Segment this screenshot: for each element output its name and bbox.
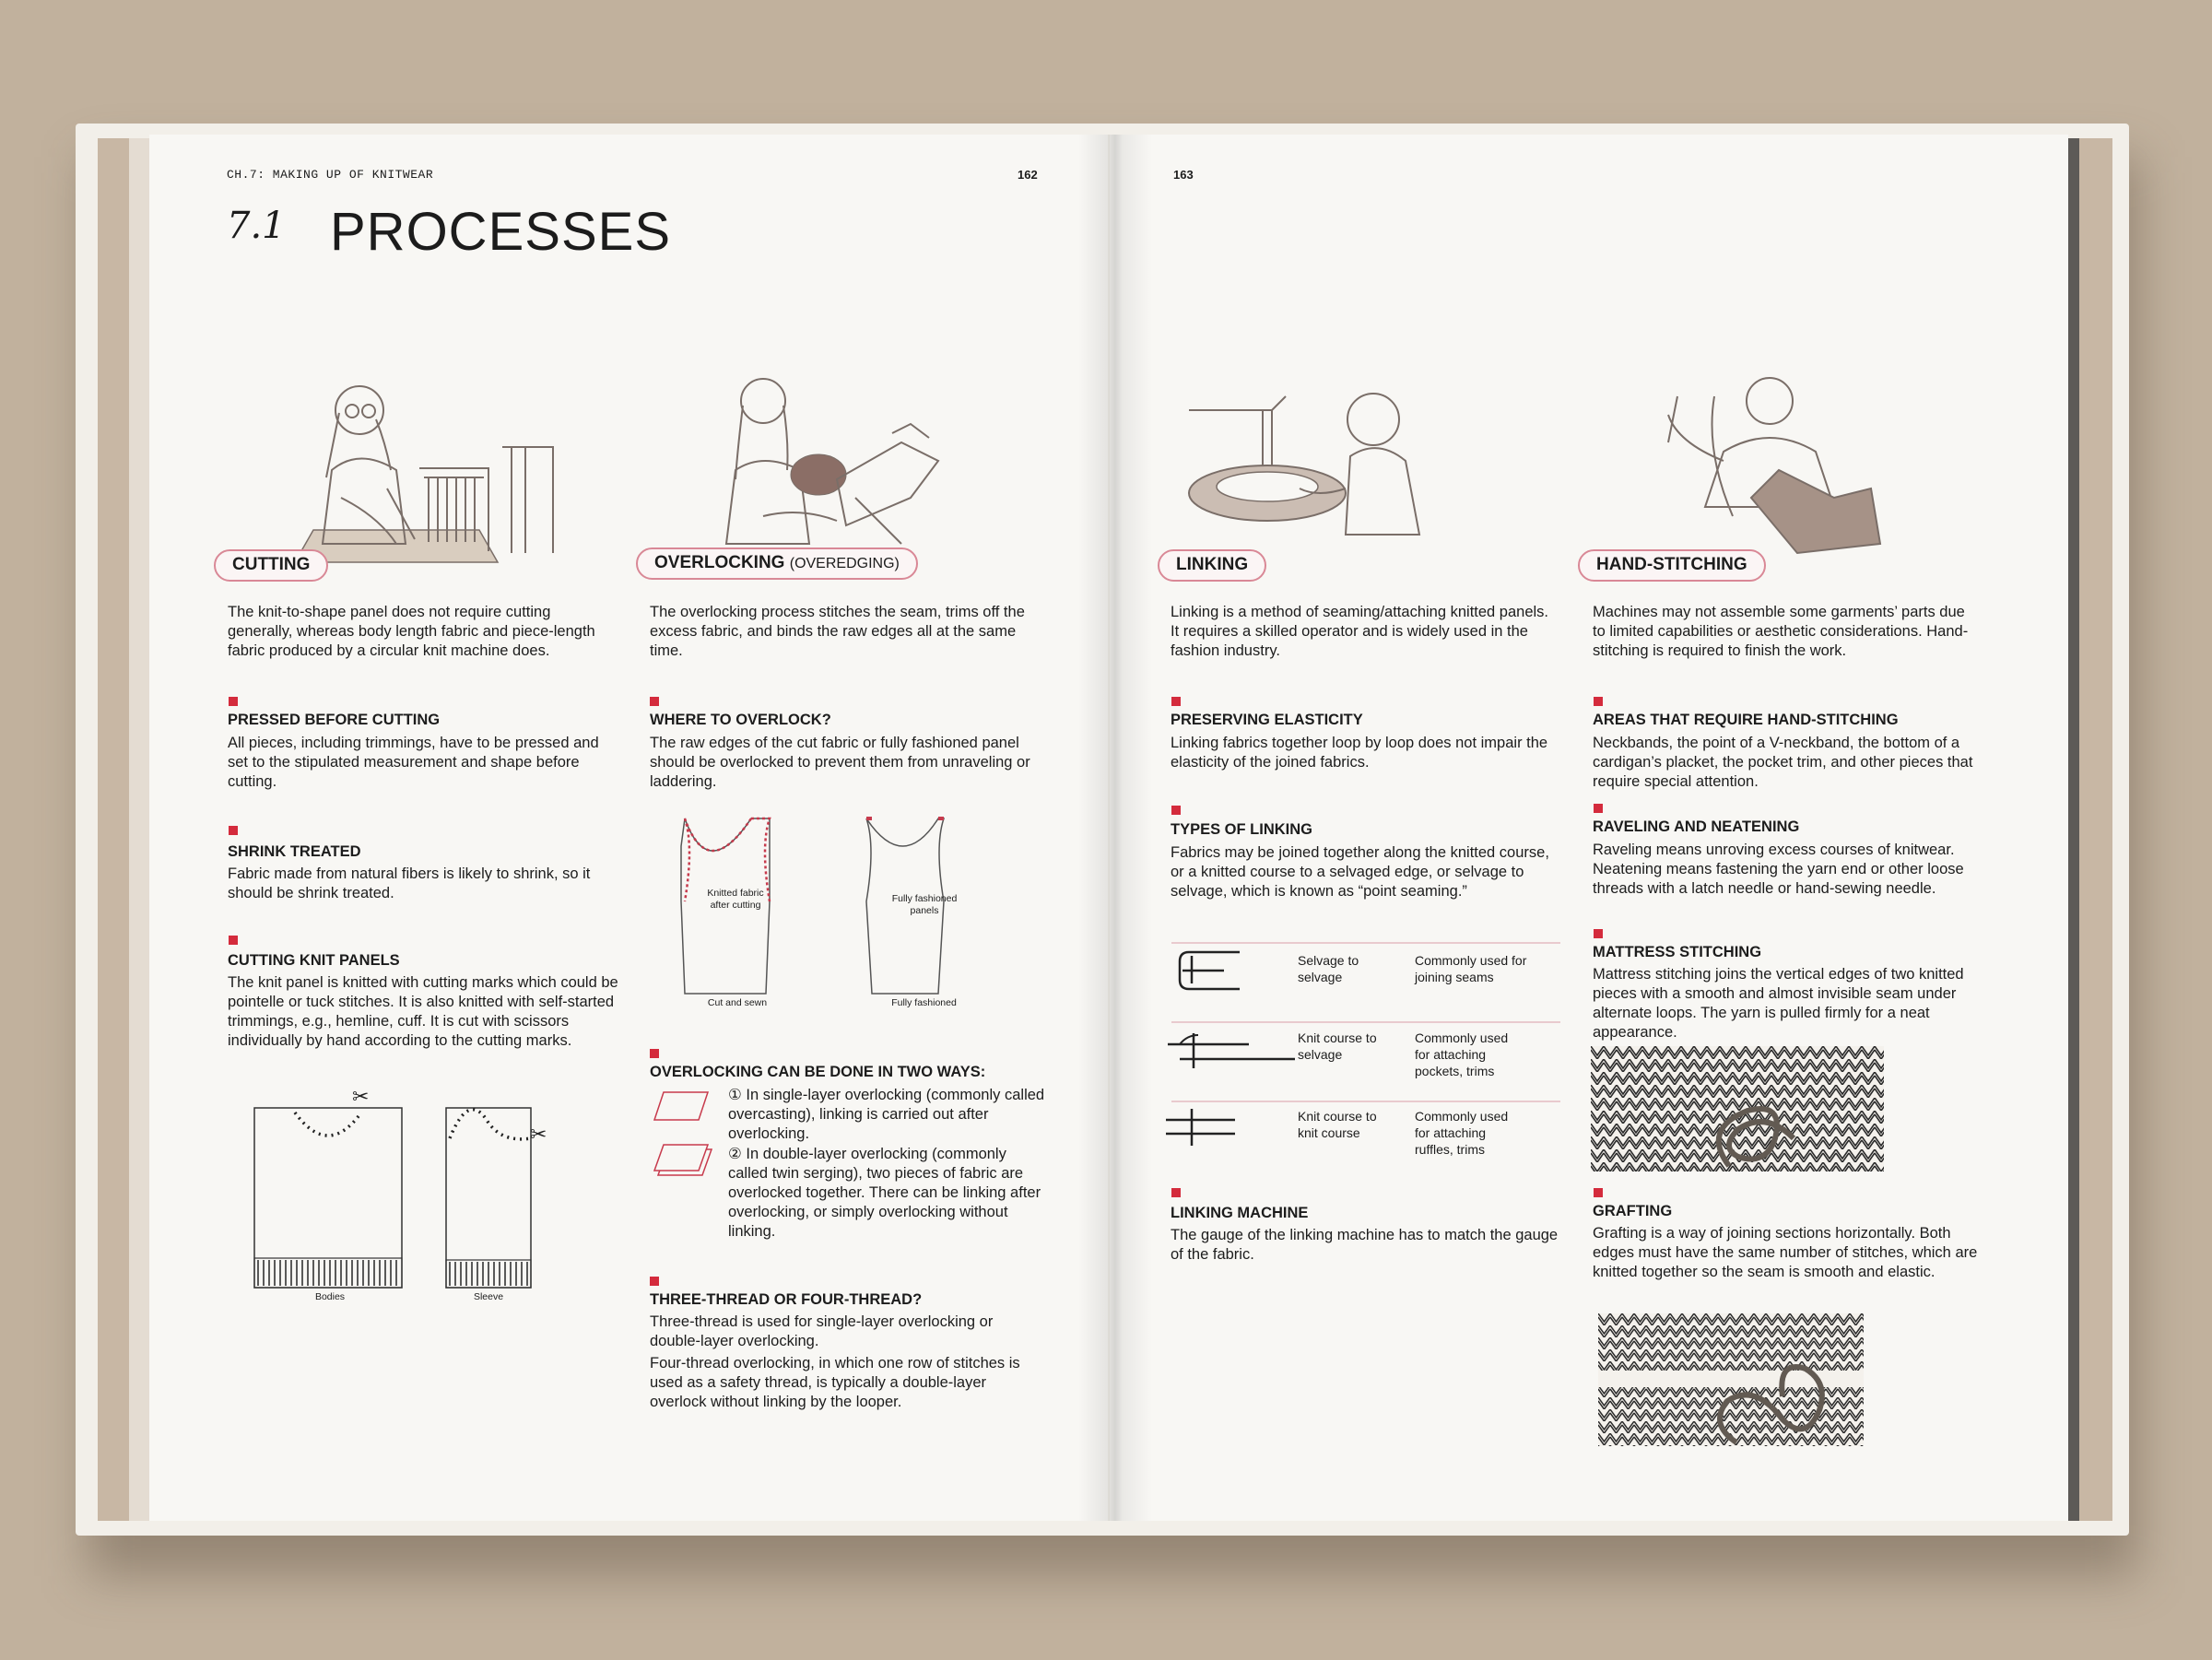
fig-bodies-caption: Bodies — [314, 1291, 346, 1302]
cutting-diagram — [249, 1083, 562, 1300]
page-number-left: 162 — [1018, 168, 1038, 182]
bullet-square — [1171, 806, 1181, 815]
svg-text:✂: ✂ — [530, 1124, 547, 1147]
linking-type-1: Selvage to selvage — [1298, 953, 1359, 984]
book-gutter — [1078, 135, 1152, 1521]
overlocking-intro: The overlocking process stitches the seam, trims off the excess fabric, and binds the raw edges all at the same time. — [650, 604, 1025, 659]
page-edges-left-inner — [129, 138, 149, 1521]
linking-heading-3: LINKING MACHINE — [1171, 1205, 1309, 1221]
page-number-right: 163 — [1173, 168, 1194, 182]
linking-text-2: Fabrics may be joined together along the knitted course, or a knitted course to a selvaged edge, or selvage to selvage, which is known as “point seaming.” — [1171, 844, 1549, 900]
mattress-stitch-illustration — [1591, 1046, 1886, 1173]
fig-knitted-fabric-label: Knitted fabric after cutting — [707, 888, 764, 911]
bullet-square — [650, 1277, 659, 1286]
overlocking-text-3a: Three-thread is used for single-layer overlocking or double-layer overlocking. — [650, 1313, 994, 1349]
cutting-illustration — [286, 378, 516, 571]
linking-text-3: The gauge of the linking machine has to match the gauge of the fabric. — [1171, 1227, 1559, 1263]
bullet-square — [229, 697, 238, 706]
section-title: PROCESSES — [330, 202, 671, 262]
linking-type-3: Knit course to knit course — [1298, 1109, 1377, 1140]
linking-type-2: Knit course to selvage — [1298, 1030, 1377, 1062]
svg-text:✂: ✂ — [352, 1086, 370, 1109]
cutting-text-2: Fabric made from natural fibers is likely to shrink, so it should be shrink treated. — [228, 865, 591, 901]
overlocking-way-2: ② In double-layer overlocking (commonly called twin serging), two pieces of fabric are overlocked together. There can be linking after overlocking, or simply overlocking without linking. — [728, 1146, 1041, 1240]
layer-icons — [654, 1089, 710, 1191]
fig-cut-sewn-caption: Cut and sewn — [707, 997, 768, 1008]
bullet-square — [650, 697, 659, 706]
cutting-heading-2: SHRINK TREATED — [228, 843, 361, 860]
bullet-square — [1171, 697, 1181, 706]
bullet-square — [1594, 697, 1603, 706]
overlocking-heading-3: THREE-THREAD OR FOUR-THREAD? — [650, 1291, 923, 1308]
overlocking-label-main: OVERLOCKING — [654, 553, 785, 572]
linking-illustration — [1180, 369, 1419, 553]
bullet-square — [1594, 1188, 1603, 1197]
hand-heading-3: MATTRESS STITCHING — [1593, 944, 1762, 960]
hand-text-1: Neckbands, the point of a V-neckband, the bottom of a cardigan’s placket, the pocket trim, and other pieces that require special attention. — [1593, 735, 1973, 790]
chapter-header: CH.7: MAKING UP OF KNITWEAR — [227, 168, 434, 182]
bullet-square — [1171, 1188, 1181, 1197]
linking-use-3: Commonly used for attaching ruffles, trims — [1415, 1109, 1509, 1157]
cutting-heading-1: PRESSED BEFORE CUTTING — [228, 712, 441, 728]
bullet-square — [229, 826, 238, 835]
overlocking-label-sub: (OVEREDGING) — [789, 556, 900, 571]
bullet-square — [229, 936, 238, 945]
hand-text-2: Raveling means unroving excess courses of knitwear. Neatening means fastening the yarn end or other loose threads with a latch needle or hand-sewing needle. — [1593, 842, 1964, 897]
cutting-heading-3: CUTTING KNIT PANELS — [228, 952, 400, 969]
overlocking-way-1: ① In single-layer overlocking (commonly called overcasting), linking is carried out after overlocking. — [728, 1087, 1045, 1142]
cutting-text-1: All pieces, including trimmings, have to be pressed and set to the stipulated measurement and shape before cutting. — [228, 735, 599, 790]
bullet-square — [1594, 929, 1603, 938]
bullet-square — [1594, 804, 1603, 813]
hand-heading-2: RAVELING AND NEATENING — [1593, 818, 1800, 835]
linking-intro: Linking is a method of seaming/attaching knitted panels. It requires a skilled operator and is widely used in the fashion industry. — [1171, 604, 1549, 659]
hand-stitching-illustration — [1650, 369, 1899, 571]
linking-heading-2: TYPES OF LINKING — [1171, 821, 1313, 838]
hand-heading-4: GRAFTING — [1593, 1203, 1673, 1219]
hand-intro: Machines may not assemble some garments’ parts due to limited capabilities or aesthetic considerations. Hand-stitching is required to finish the work. — [1593, 604, 1969, 659]
linking-heading-1: PRESERVING ELASTICITY — [1171, 712, 1363, 728]
linking-use-2: Commonly used for attaching pockets, trims — [1415, 1030, 1509, 1078]
overlocking-text-3b: Four-thread overlocking, in which one row of stitches is used as a safety thread, is typically a double-layer overlock without linking by the looper. — [650, 1355, 1020, 1410]
fig-fully-fashioned-caption: Fully fashioned — [891, 997, 957, 1008]
hand-stitching-label: HAND-STITCHING — [1578, 549, 1766, 582]
linking-text-1: Linking fabrics together loop by loop does not impair the elasticity of the joined fabrics. — [1171, 735, 1548, 771]
linking-use-1: Commonly used for joining seams — [1415, 953, 1527, 984]
linking-label: LINKING — [1158, 549, 1266, 582]
bullet-square — [650, 1049, 659, 1058]
overlocking-heading-2: OVERLOCKING CAN BE DONE IN TWO WAYS: — [650, 1064, 986, 1080]
fig-fully-fashioned-label: Fully fashioned panels — [891, 893, 958, 916]
hand-text-4: Grafting is a way of joining sections horizontally. Both edges must have the same number of stitches, which are knitted together so the seam is smooth and elastic. — [1593, 1225, 1978, 1280]
cutting-label: CUTTING — [214, 549, 328, 582]
overlocking-heading-1: WHERE TO OVERLOCK? — [650, 712, 831, 728]
overlocking-label — [636, 547, 918, 580]
fig-sleeve-caption: Sleeve — [473, 1291, 504, 1302]
cutting-text-3: The knit panel is knitted with cutting marks which could be pointelle or tuck stitches. It is also knitted with self-started trimmings, e.g., hemline, cuff. It is cut with scissors individually by hand according to the cutting marks. — [228, 974, 618, 1049]
overlocking-illustration — [708, 369, 947, 553]
section-number: 7.1 — [227, 205, 286, 247]
hand-text-3: Mattress stitching joins the vertical edges of two knitted pieces with a smooth and almost invisible seam under alternate loops. The yarn is pulled firmly for a neat appearance. — [1593, 966, 1964, 1041]
cutting-intro: The knit-to-shape panel does not require cutting generally, whereas body length fabric and piece-length fabric produced by a circular knit machine does. — [228, 604, 595, 659]
grafting-illustration — [1598, 1313, 1865, 1448]
overlocking-text-1: The raw edges of the cut fabric or fully fashioned panel should be overlocked to prevent them from unraveling or laddering. — [650, 735, 1030, 790]
hand-heading-1: AREAS THAT REQUIRE HAND-STITCHING — [1593, 712, 1899, 728]
